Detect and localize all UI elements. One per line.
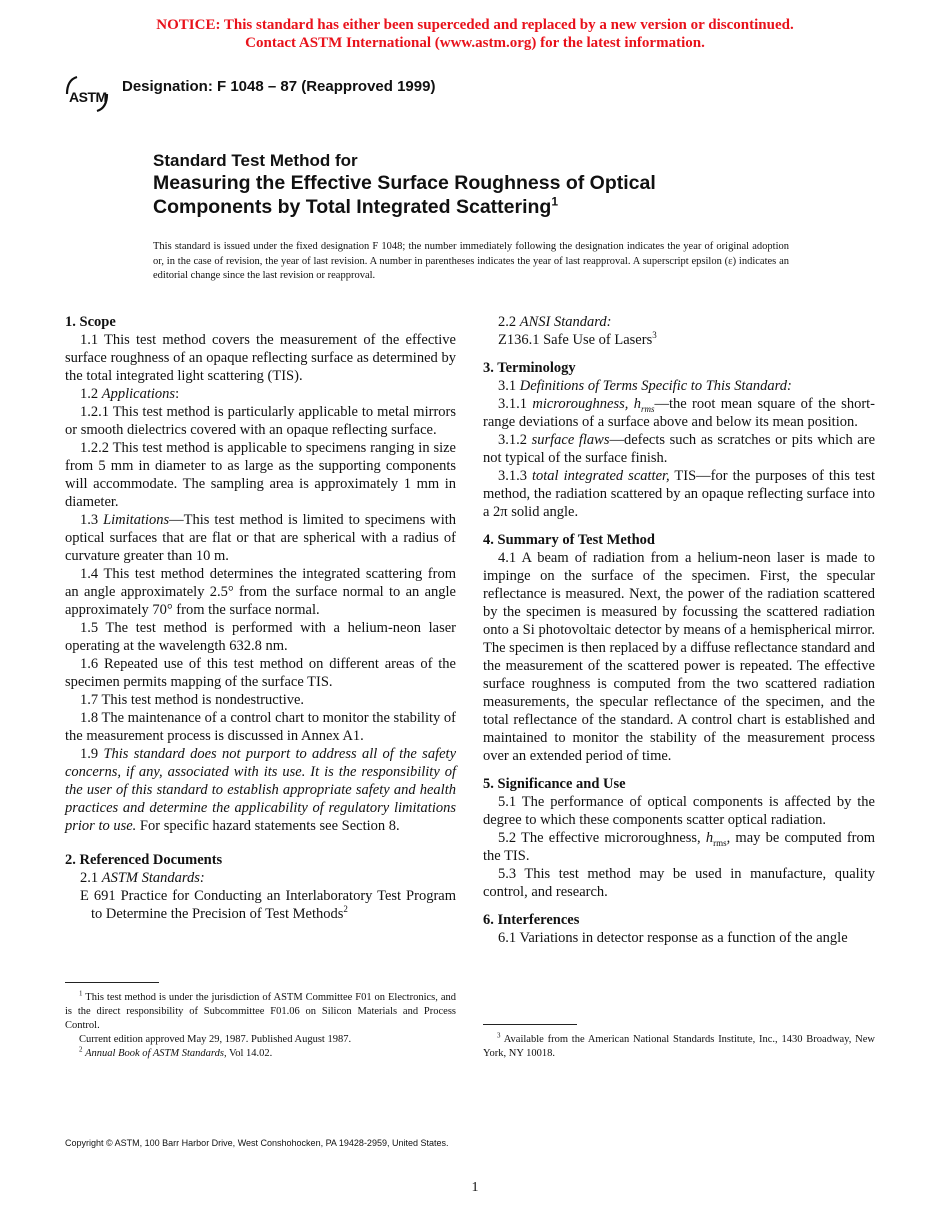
copyright-notice: Copyright © ASTM, 100 Barr Harbor Drive, West Conshohocken, PA 19428-2959, United States. (65, 1138, 449, 1148)
para-1-2-2: 1.2.2 This test method is applicable to specimens ranging in size from 5 mm in diameter to as large as the supporting components will accommodate. The sampling area is approximately 1 mm in diameter. (65, 440, 456, 510)
para-2-2: 2.2 ANSI Standard: (498, 314, 612, 330)
footnote-1-edition: Current edition approved May 29, 1987. Published August 1987. (79, 1034, 352, 1045)
para-1-2-1: 1.2.1 This test method is particularly applicable to metal mirrors or smooth dielectrics covered with an opaque reflecting surface. (65, 404, 456, 438)
footnote-1: $^1$ This test method is under the jurisdiction of ASTM Committee F01 on Electronics, and is the direct responsibility of Subcommittee F01.06 on Silicon Materials and Process Control. (65, 989, 456, 1031)
right-column (483, 313, 875, 947)
para-1-7: 1.7 This test method is nondestructive. (80, 692, 305, 708)
para-1-6: 1.6 Repeated use of this test method on different areas of the specimen permits mapping of the surface TIS. (65, 656, 456, 690)
notice-line-2: Contact ASTM International (www.astm.org) for the latest information. (245, 35, 705, 51)
page-number: 1 (471, 1180, 479, 1195)
astm-logo (64, 74, 110, 114)
issuance-statement: This standard is issued under the fixed designation F 1048; the number immediately following the designation indicates the year of original adoption or, in the case of revision, the year of last revision. A number in parentheses indicates the year of last reapproval. A superscript epsilon (ε) indicates an editorial change since the last revision or reapproval. (153, 241, 789, 281)
footnotes-left (65, 991, 456, 1061)
section-heading-significance: 5. Significance and Use (483, 776, 626, 792)
footnote-2: $^2$ Annual Book of ASTM Standards, Vol 14.02. (79, 1045, 273, 1059)
para-3-1-2: 3.1.2 surface flaws—defects such as scratches or pits which are not typical of the surface finish. (483, 432, 876, 466)
para-1-3: 1.3 Limitations—This test method is limited to specimens with optical surfaces that are flat or that are spherical with a radius of curvature greater than 10 m. (65, 512, 456, 564)
para-3-1-1: 3.1.1 microroughness, $h_{rms}—the$ root mean square of the short-range deviations of a surface above and below its mean position. (483, 396, 876, 430)
title-line-1: Standard Test Method for (153, 151, 358, 170)
ref-e691: E 691 Practice for Conducting an Interlaboratory Test Program to Determine the Precision of Test Methods$^2$ (80, 888, 456, 922)
para-4-1: 4.1 A beam of radiation from a helium-neon laser is made to impinge on the surface of the specimen. First, the specular reflectance is measured. Next, the power of the radiation scattered by the specimen is measured by focussing the scattered radiation onto a Si photovoltaic detector by means of a hemispherical mirror. The specimen is then replaced by a diffuse reflectance standard and the measurement of the scattered power is repeated. The effective surface roughness is computed from the two scattered radiation measurements, the specular reflectance of the specimen, and the total reflectance of the standard. A control chart is established and maintained to monitor the stability of the measurement process over an extended period of time. (483, 550, 875, 764)
section-heading-terminology: 3. Terminology (483, 360, 576, 376)
para-1-5: 1.5 The test method is performed with a helium-neon laser operating at the wavelength 632.8 nm. (65, 620, 456, 654)
title-line-3: Components by Total Integrated Scattering$^1$ (153, 194, 559, 218)
para-1-8: 1.8 The maintenance of a control chart to monitor the stability of the measurement process is discussed in Annex A1. (65, 710, 456, 744)
section-heading-referenced-documents: 2. Referenced Documents (65, 852, 223, 868)
document-title (153, 151, 793, 219)
left-column (65, 313, 456, 923)
title-line-2: Measuring the Effective Surface Roughness of Optical (153, 172, 656, 194)
notice-line-1: NOTICE: This standard has either been superceded and replaced by a new version or discontinued. (156, 17, 794, 33)
title-footnote-mark: 1 (551, 194, 559, 209)
footnote-rule-right (483, 1024, 577, 1025)
para-1-4: 1.4 This test method determines the integrated scattering from an angle approximately 2.5° from the surface normal to an angle approximately 70° from the surface normal. (65, 566, 456, 618)
para-2-1: 2.1 ASTM Standards: (80, 870, 205, 886)
para-6-1: 6.1 Variations in detector response as a function of the angle (498, 930, 848, 946)
para-5-2: 5.2 The effective microroughness, $h_{rms}$, may be computed from the TIS. (483, 830, 875, 864)
footnote-rule-left (65, 982, 159, 983)
ref-z136: Z136.1 Safe Use of Lasers$^3$ (498, 330, 657, 348)
para-3-1-3: 3.1.3 total integrated scatter, TIS—for the purposes of this test method, the radiation scattered by an opaque reflecting surface into a 2π solid angle. (483, 468, 875, 520)
section-heading-summary: 4. Summary of Test Method (483, 532, 655, 548)
para-1-2: 1.2 Applications: (80, 386, 180, 402)
section-heading-interferences: 6. Interferences (483, 912, 580, 928)
para-1-1: 1.1 This test method covers the measurement of the effective surface roughness of an opaque reflecting surface as determined by the total integrated light scattering (TIS). (65, 332, 456, 384)
para-5-1: 5.1 The performance of optical components is affected by the degree to which these components scatter optical radiation. (483, 794, 875, 828)
footnotes-right (483, 1033, 875, 1061)
para-1-9: 1.9 This standard does not purport to address all of the safety concerns, if any, associated with its use. It is the responsibility of the user of this standard to establish appropriate safety and health practices and determine the applicability of regulatory limitations prior to use. For specific hazard statements see Section 8. (65, 746, 457, 834)
designation: Designation: F 1048 – 87 (Reapproved 1999) (122, 78, 436, 95)
section-heading-scope: 1. Scope (65, 314, 116, 330)
notice-banner (0, 16, 950, 52)
footnote-3: $^3$ Available from the American National Standards Institute, Inc., 1430 Broadway, New York, NY 10018. (483, 1031, 876, 1059)
para-3-1: 3.1 Definitions of Terms Specific to This Standard: (498, 378, 792, 394)
para-5-3: 5.3 This test method may be used in manufacture, quality control, and research. (483, 866, 875, 900)
logo-text: ASTM (69, 89, 107, 105)
